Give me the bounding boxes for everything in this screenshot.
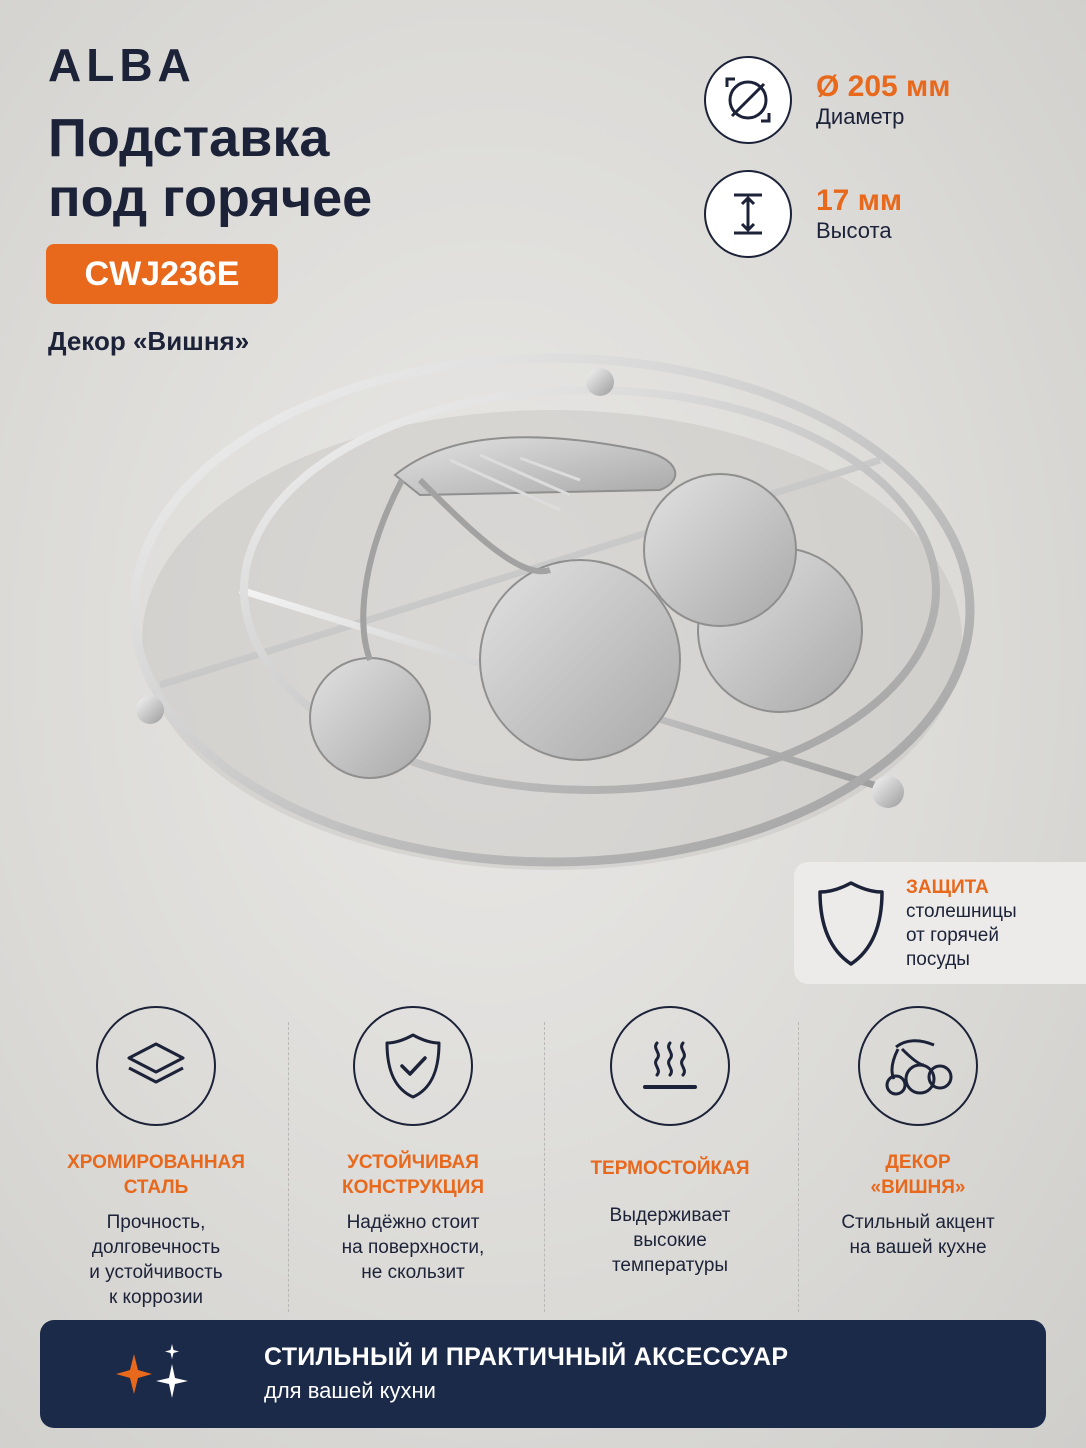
feature-title: ДЕКОР	[885, 1152, 951, 1173]
feature-text: Выдерживает	[609, 1205, 731, 1226]
feature-text: высокие	[633, 1230, 707, 1251]
diameter-label: Диаметр	[816, 104, 905, 129]
feature-text: Надёжно стоит	[346, 1212, 480, 1233]
feature-title: УСТОЙЧИВАЯ	[347, 1152, 479, 1173]
decor-label: Декор «Вишня»	[48, 326, 250, 356]
product-title-line1: Подставка	[48, 108, 330, 168]
protection-title: ЗАЩИТА	[906, 877, 989, 898]
protection-line2: от горячей	[906, 925, 999, 946]
feature-text: температуры	[611, 1255, 729, 1276]
spec-height	[704, 170, 902, 258]
diameter-icon	[704, 56, 792, 144]
heat-icon	[610, 1006, 730, 1126]
product-image	[120, 340, 980, 880]
protection-card	[794, 862, 1086, 984]
banner-subtitle: для вашей кухни	[264, 1378, 436, 1403]
feature-text: на вашей кухне	[849, 1237, 987, 1258]
height-label: Высота	[816, 218, 892, 243]
feature-text: Прочность,	[106, 1212, 206, 1233]
brand-logo: ALBA	[48, 39, 196, 91]
sku-badge: CWJ236E	[46, 244, 278, 304]
feature-title: СТАЛЬ	[123, 1177, 189, 1198]
feature-title: ТЕРМОСТОЙКАЯ	[590, 1158, 750, 1179]
feature-text: и устойчивость	[89, 1262, 223, 1283]
feature-title: «ВИШНЯ»	[870, 1177, 966, 1198]
feature-stable	[288, 1006, 538, 1285]
feature-text: Стильный акцент	[841, 1212, 995, 1233]
feature-text: на поверхности,	[341, 1237, 485, 1258]
feature-chrome-steel	[31, 1006, 281, 1310]
height-icon	[704, 170, 792, 258]
banner-title: СТИЛЬНЫЙ И ПРАКТИЧНЫЙ АКСЕССУАР	[264, 1343, 789, 1371]
shield-icon	[816, 878, 886, 973]
feature-title: ХРОМИРОВАННАЯ	[67, 1152, 245, 1173]
sparkle-icon	[112, 1340, 192, 1410]
feature-cherry-decor	[793, 1006, 1043, 1260]
feature-text: к коррозии	[108, 1287, 204, 1308]
product-title	[48, 108, 372, 228]
spec-diameter	[704, 56, 950, 144]
shield-check-icon	[353, 1006, 473, 1126]
height-value: 17 мм	[816, 184, 903, 217]
protection-line3: посуды	[906, 949, 970, 970]
feature-text: не скользит	[361, 1262, 465, 1283]
protection-line1: столешницы	[906, 901, 1017, 922]
product-title-line2: под горячее	[48, 168, 373, 228]
feature-text: долговечность	[91, 1237, 221, 1258]
layers-icon	[96, 1006, 216, 1126]
diameter-value: Ø 205 мм	[816, 70, 951, 103]
cherry-icon	[858, 1006, 978, 1126]
feature-title: КОНСТРУКЦИЯ	[342, 1177, 484, 1198]
feature-heat-resistant	[545, 1006, 795, 1278]
